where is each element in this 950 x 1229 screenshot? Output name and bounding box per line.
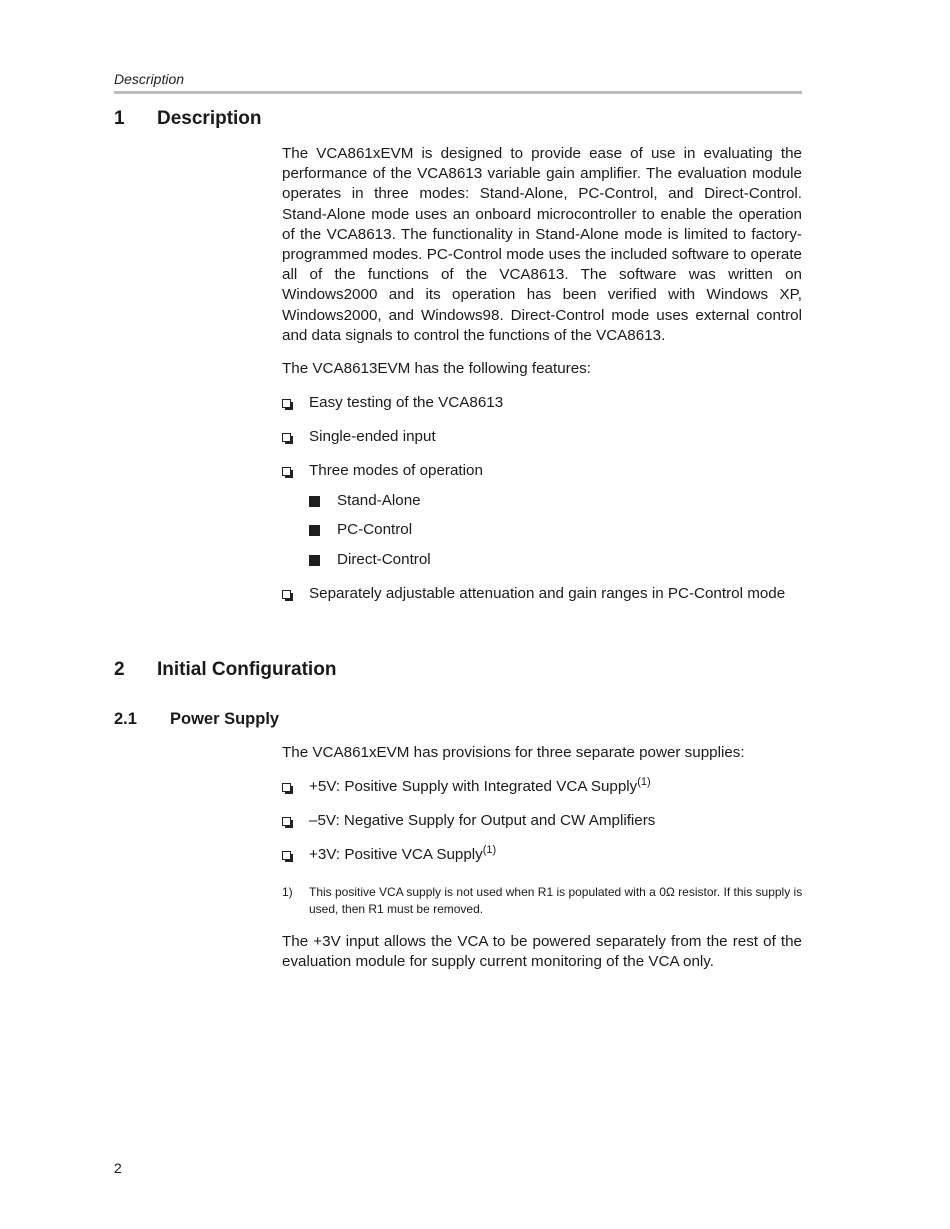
header-divider <box>114 91 802 94</box>
sub-list-item <box>309 550 609 570</box>
list-item <box>282 427 802 447</box>
list-item-text: Single-ended input <box>309 428 436 445</box>
sub-list-item-text: Direct-Control <box>337 551 431 568</box>
list-item-text: Separately adjustable attenuation and gain ranges in PC-Control mode <box>309 585 786 602</box>
checkbox-bullet-icon <box>282 467 291 476</box>
section-number: 2 <box>114 659 125 680</box>
footnote-reference: (1) <box>637 776 651 788</box>
sub-list-item-text: PC-Control <box>337 521 413 538</box>
description-paragraph: The VCA861xEVM is designed to provide ease of use in evaluating the performance of the VCA8613 variable gain amplifier. The evaluation module operates in three modes: Stand-Alone, PC-Control, and Direct-Control. Stand-Alone mode uses an onboard microcontroller to enable the operation of the VCA8613. The functionality in Stand-Alone mode is limited to factory-programmed modes. PC-Control mode uses the included software to operate all of the functions of the VCA8613. The software was written on Windows2000 and its operation has been verified with Windows XP, Windows2000, and Windows98. Direct-Control mode uses external control and data signals to control the functions of the VCA8613. <box>282 145 802 344</box>
list-item <box>282 461 802 481</box>
square-bullet-icon <box>309 525 320 536</box>
square-bullet-icon <box>309 496 320 507</box>
sub-list-item <box>309 520 609 540</box>
closing-paragraph: The +3V input allows the VCA to be powered separately from the rest of the evaluation module for supply current monitoring of the VCA only. <box>282 933 802 971</box>
checkbox-bullet-icon <box>282 399 291 408</box>
section-title: Description <box>157 108 262 129</box>
section-2-heading <box>114 659 514 683</box>
list-item <box>282 584 802 604</box>
checkbox-bullet-icon <box>282 817 291 826</box>
list-item-text: –5V: Negative Supply for Output and CW Amplifiers <box>309 812 656 829</box>
list-item-text: +5V: Positive Supply with Integrated VCA Supply <box>309 778 638 795</box>
subsection-title: Power Supply <box>170 710 280 728</box>
list-item <box>282 811 802 831</box>
square-bullet-icon <box>309 555 320 566</box>
section-number: 1 <box>114 108 125 129</box>
list-item-text: Easy testing of the VCA8613 <box>309 394 504 411</box>
subsection-number: 2.1 <box>114 710 137 728</box>
sub-list-item-text: Stand-Alone <box>337 492 421 509</box>
section-1-heading <box>114 108 514 132</box>
footnote-reference: (1) <box>482 844 497 856</box>
checkbox-bullet-icon <box>282 851 291 860</box>
footnote-text: This positive VCA supply is not used when R1 is populated with a 0Ω resistor. If this supply is used, then R1 must be removed. <box>309 885 803 916</box>
list-item <box>282 777 802 797</box>
subsection-2-1-heading <box>114 710 514 732</box>
list-item-text: Three modes of operation <box>309 462 483 479</box>
checkbox-bullet-icon <box>282 590 291 599</box>
list-item <box>282 393 802 413</box>
power-supply-intro: The VCA861xEVM has provisions for three separate power supplies: <box>282 744 745 761</box>
sub-list-item <box>309 491 609 511</box>
section-title: Initial Configuration <box>157 659 337 680</box>
running-header: Description <box>114 71 185 87</box>
features-intro: The VCA8613EVM has the following features: <box>282 360 591 377</box>
checkbox-bullet-icon <box>282 433 291 442</box>
list-item <box>282 845 802 865</box>
page-number: 2 <box>114 1160 122 1176</box>
checkbox-bullet-icon <box>282 783 291 792</box>
list-item-text: +3V: Positive VCA Supply <box>309 846 483 863</box>
footnote-number: 1) <box>282 885 293 899</box>
